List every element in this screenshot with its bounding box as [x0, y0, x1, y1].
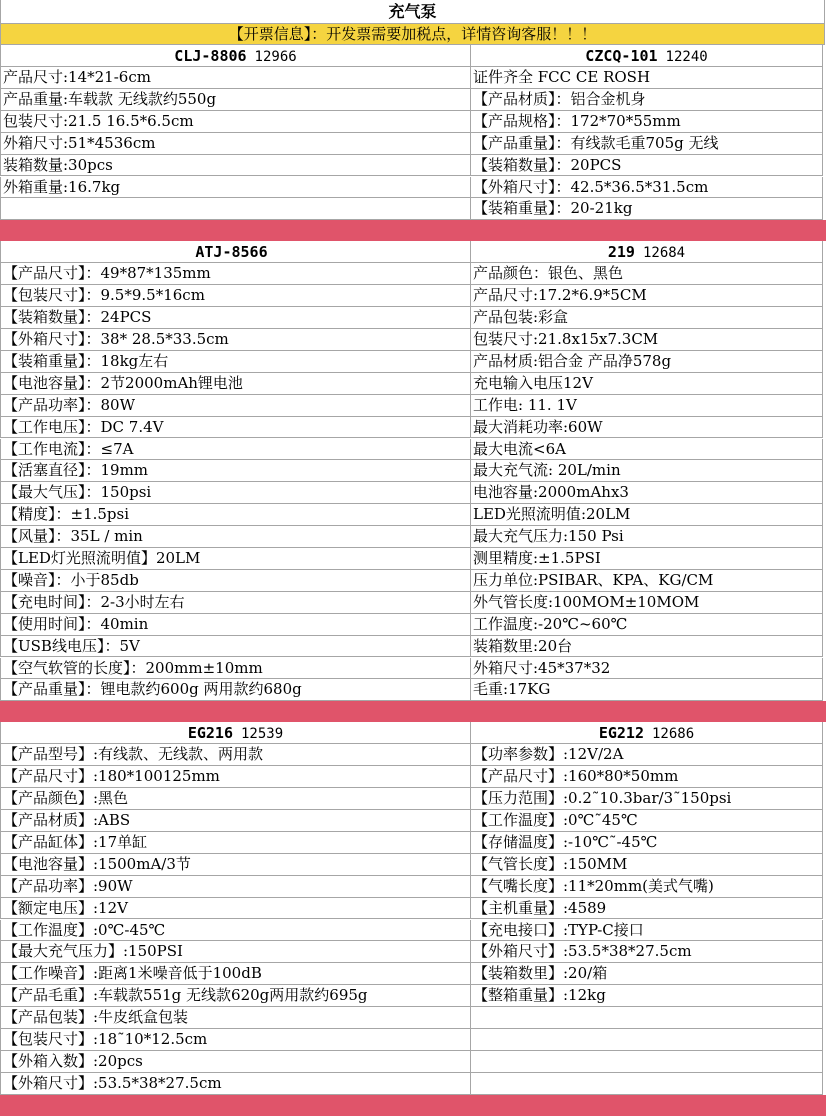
spec-row [0, 658, 826, 680]
product-header-left [0, 722, 471, 744]
spec-cell: 【存储温度】:-10℃˜-45℃ [471, 832, 823, 854]
spec-row [0, 89, 826, 111]
divider-bar [0, 220, 826, 241]
spec-cell: 【产品材质】:ABS [0, 810, 471, 832]
spec-cell: 【外箱尺寸】:53.5*38*27.5cm [471, 941, 823, 963]
spec-cell [471, 1029, 823, 1051]
spec-cell: 【包装尺寸】：9.5*9.5*16cm [0, 285, 471, 307]
spec-row [0, 679, 826, 701]
spec-row [0, 133, 826, 155]
notice-row [0, 24, 826, 45]
spec-cell: 【LED灯光照流明值】20LM [0, 548, 471, 570]
spec-cell: 【产品材质】：铝合金机身 [471, 89, 823, 111]
model-number: CZCQ-101 [585, 47, 658, 65]
spec-cell: 包装尺寸:21.8x15x7.3CM [471, 329, 823, 351]
spec-cell: LED光照流明值:20LM [471, 504, 823, 526]
spec-cell: 【工作温度】:0℃˜45℃ [471, 810, 823, 832]
spec-cell: 装箱数里:20台 [471, 636, 823, 658]
product-code: 12240 [665, 49, 708, 65]
spec-cell [471, 1073, 823, 1095]
section-divider [0, 220, 826, 241]
spec-row [0, 395, 826, 417]
spec-cell: 工作温度:-20℃~60℃ [471, 614, 823, 636]
spec-row [0, 155, 826, 177]
model-number: EG216 [187, 724, 233, 743]
spec-row [0, 1029, 826, 1051]
spec-cell: 外箱尺寸:51*4536cm [0, 133, 471, 155]
spec-cell: 【额定电压】:12V [0, 898, 471, 920]
spec-row [0, 351, 826, 373]
spec-row [0, 504, 826, 526]
spec-cell: 【最大充气压力】:150PSI [0, 941, 471, 963]
spec-cell: 【使用时间】：40min [0, 614, 471, 636]
spec-cell: 最大充气流: 20L/min [471, 460, 823, 482]
spec-cell: 【外箱尺寸】：38* 28.5*33.5cm [0, 329, 471, 351]
spec-cell: 【风量】：35L / min [0, 526, 471, 548]
product-header-right [471, 722, 823, 744]
spec-cell: 产品尺寸:14*21-6cm [0, 67, 471, 89]
divider-bar [0, 701, 826, 722]
spec-row [0, 329, 826, 351]
spec-row [0, 177, 826, 199]
spec-cell: 产品包装:彩盒 [471, 307, 823, 329]
spec-cell: 证件齐全 FCC CE ROSH [471, 67, 823, 89]
spec-cell: 【功率参数】:12V/2A [471, 744, 823, 766]
spec-row [0, 373, 826, 395]
spec-cell: 【装箱数量】：20PCS [471, 155, 823, 177]
spec-cell: 【气管长度】:150MM [471, 854, 823, 876]
spec-row [0, 111, 826, 133]
title-row [0, 0, 826, 24]
spec-cell: 测里精度:±1.5PSI [471, 548, 823, 570]
spec-cell: 【产品缸体】:17单缸 [0, 832, 471, 854]
spec-cell: 【装箱重量】：18kg左右 [0, 351, 471, 373]
spec-row [0, 570, 826, 592]
spec-cell: 【产品功率】：80W [0, 395, 471, 417]
section-header-row [0, 722, 826, 744]
spec-row [0, 614, 826, 636]
spec-cell: 【外箱尺寸】：42.5*36.5*31.5cm [471, 177, 823, 199]
spec-cell: 【工作温度】:0℃-45℃ [0, 920, 471, 942]
spec-row [0, 482, 826, 504]
spec-cell: 【噪音】：小于85db [0, 570, 471, 592]
spec-cell: 【产品包装】:牛皮纸盒包装 [0, 1007, 471, 1029]
spec-row [0, 198, 826, 220]
spec-row [0, 439, 826, 461]
spec-row [0, 788, 826, 810]
spec-cell: 【主机重量】:4589 [471, 898, 823, 920]
spec-cell: 【包装尺寸】:18˜10*12.5cm [0, 1029, 471, 1051]
spec-cell: 【电池容量】:1500mA/3节 [0, 854, 471, 876]
spec-cell [471, 1007, 823, 1029]
spec-row [0, 766, 826, 788]
spec-row [0, 832, 826, 854]
model-number: ATJ-8566 [195, 243, 268, 262]
spec-cell: 工作电: 11. 1V [471, 395, 823, 417]
section-divider [0, 701, 826, 722]
spec-cell: 【产品功率】:90W [0, 876, 471, 898]
spec-cell: 【空气软管的长度】：200mm±10mm [0, 658, 471, 680]
spec-row [0, 67, 826, 89]
spec-cell: 【产品重量】：有线款毛重705g 无线 [471, 133, 823, 155]
spec-cell: 【充电接口】:TYP-C接口 [471, 920, 823, 942]
spec-row [0, 941, 826, 963]
product-code: 12539 [241, 726, 284, 743]
spec-row [0, 285, 826, 307]
spec-cell: 【气嘴长度】:11*20mm(美式气嘴) [471, 876, 823, 898]
spec-row [0, 1073, 826, 1095]
product-code: 12684 [642, 245, 686, 262]
spec-cell: 【产品型号】:有线款、无线款、两用款 [0, 744, 471, 766]
spec-cell: 产品重量:车载款 无线款约550g [0, 89, 471, 111]
spec-row [0, 526, 826, 548]
spec-row [0, 263, 826, 285]
spec-row [0, 460, 826, 482]
spec-row [0, 307, 826, 329]
spec-cell: 压力单位:PSIBAR、KPA、KG/CM [471, 570, 823, 592]
spec-cell: 充电输入电压12V [471, 373, 823, 395]
spec-cell: 【产品重量】：锂电款约600g 两用款约680g [0, 679, 471, 701]
spec-row [0, 854, 826, 876]
spec-cell: 包装尺寸:21.5 16.5*6.5cm [0, 111, 471, 133]
spec-cell: 最大消耗功率:60W [471, 417, 823, 439]
model-number: EG212 [598, 724, 644, 743]
spec-row [0, 417, 826, 439]
spec-cell: 【产品颜色】:黑色 [0, 788, 471, 810]
sheet-title: 充气泵 [0, 0, 825, 24]
spec-cell: 【装箱数里】:20/箱 [471, 963, 823, 985]
spec-cell [0, 198, 471, 220]
spec-row [0, 636, 826, 658]
product-header-right [471, 45, 823, 67]
spec-row [0, 898, 826, 920]
spec-cell: 毛重:17KG [471, 679, 823, 701]
section-header-row [0, 241, 826, 263]
model-number: CLJ-8806 [174, 47, 247, 65]
spec-cell: 外气管长度:100MOM±10MOM [471, 592, 823, 614]
spec-cell: 装箱数量:30pcs [0, 155, 471, 177]
spec-cell: 产品尺寸:17.2*6.9*5CM [471, 285, 823, 307]
spec-row [0, 548, 826, 570]
spec-cell: 【工作噪音】:距离1米噪音低于100dB [0, 963, 471, 985]
spec-cell: 电池容量:2000mAhx3 [471, 482, 823, 504]
spec-row [0, 1051, 826, 1073]
spec-cell: 【整箱重量】:12kg [471, 985, 823, 1007]
spec-cell: 【USB线电压】：5V [0, 636, 471, 658]
product-code: 12966 [254, 49, 297, 65]
spec-row [0, 744, 826, 766]
spec-cell: 【最大气压】：150psi [0, 482, 471, 504]
spec-cell: 【压力范围】:0.2˜10.3bar/3˜150psi [471, 788, 823, 810]
spec-row [0, 920, 826, 942]
spec-row [0, 1007, 826, 1029]
spec-row [0, 876, 826, 898]
spec-cell: 【充电时间】：2-3小时左右 [0, 592, 471, 614]
spec-cell: 【装箱数量】：24PCS [0, 307, 471, 329]
spec-cell: 产品颜色：银色、黑色 [471, 263, 823, 285]
spec-cell: 【外箱尺寸】:53.5*38*27.5cm [0, 1073, 471, 1095]
spec-cell: 【精度】：±1.5psi [0, 504, 471, 526]
spec-cell: 【产品规格】：172*70*55mm [471, 111, 823, 133]
spec-cell: 【产品毛重】:车载款551g 无线款620g两用款约695g [0, 985, 471, 1007]
spec-cell [471, 1051, 823, 1073]
spec-row [0, 810, 826, 832]
spec-cell: 【产品尺寸】：49*87*135mm [0, 263, 471, 285]
spec-cell: 【产品尺寸】:180*100125mm [0, 766, 471, 788]
spec-cell: 最大充气压力:150 Psi [471, 526, 823, 548]
spec-row [0, 963, 826, 985]
model-number: 219 [607, 243, 635, 262]
product-header-right [471, 241, 823, 263]
spec-cell: 产品材质:铝合金 产品净578g [471, 351, 823, 373]
spec-cell: 【工作电流】：≤7A [0, 439, 471, 461]
spec-cell: 【活塞直径】：19mm [0, 460, 471, 482]
section-header-row [0, 45, 826, 67]
section-divider [0, 1095, 826, 1116]
spec-cell: 【装箱重量】：20-21kg [471, 198, 823, 220]
spec-cell: 【产品尺寸】:160*80*50mm [471, 766, 823, 788]
spec-cell: 【外箱入数】:20pcs [0, 1051, 471, 1073]
spec-cell: 外箱重量:16.7kg [0, 177, 471, 199]
divider-bar [0, 1095, 826, 1116]
product-code: 12686 [652, 726, 695, 743]
spec-cell: 外箱尺寸:45*37*32 [471, 658, 823, 680]
product-header-left [0, 45, 471, 67]
spec-cell: 【工作电压】：DC 7.4V [0, 417, 471, 439]
spec-row [0, 985, 826, 1007]
product-header-left [0, 241, 471, 263]
spec-row [0, 592, 826, 614]
invoice-notice: 【开票信息】：开发票需要加税点，详情咨询客服！！！ [0, 24, 825, 45]
spec-cell: 【电池容量】：2节2000mAh锂电池 [0, 373, 471, 395]
spec-cell: 最大电流<6A [471, 439, 823, 461]
